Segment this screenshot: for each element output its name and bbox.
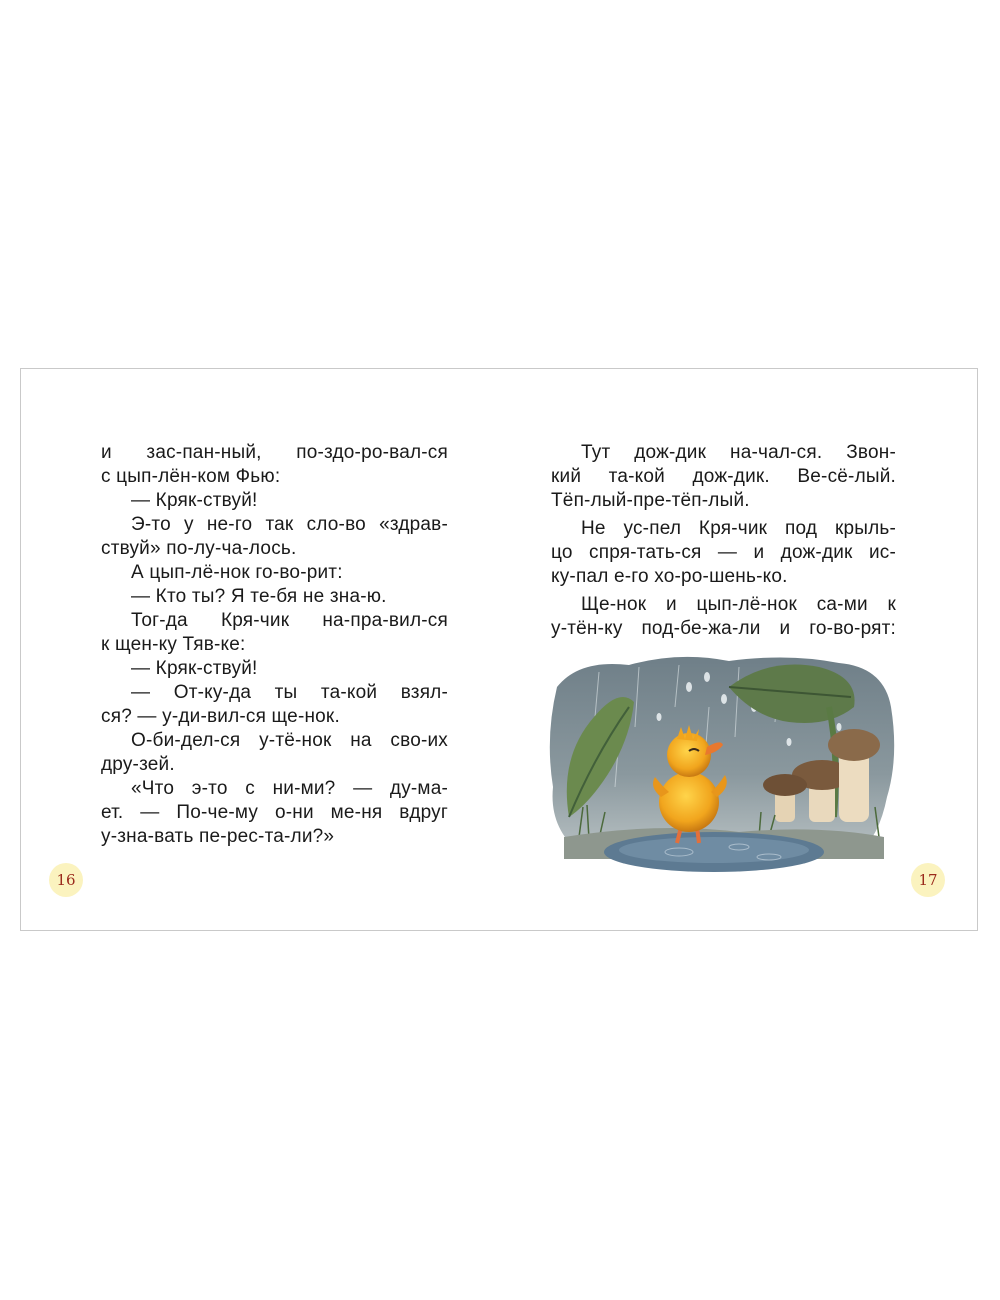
text-line: дру-зей. (101, 754, 175, 775)
text-line: цо спря-тать-ся — и дож-дик ис- (551, 542, 896, 563)
text-line: и зас-пан-ный, по-здо-ро-вал-ся (101, 442, 448, 463)
page-number-badge (49, 863, 83, 897)
right-page-text (551, 441, 896, 641)
text-line: Тог-да Кря-чик на-пра-вил-ся (131, 610, 448, 631)
text-line: А цып-лё-нок го-во-рит: (131, 562, 343, 583)
page-number: 16 (56, 871, 76, 889)
text-line: — Кто ты? Я те-бя не зна-ю. (131, 586, 387, 607)
page-number-badge (911, 863, 945, 897)
text-line: ствуй» по-лу-ча-лось. (101, 538, 297, 559)
text-line: «Что э-то с ни-ми? — ду-ма- (131, 778, 448, 799)
text-line: с цып-лён-ком Фью: (101, 466, 281, 487)
text-line: — От-ку-да ты та-кой взял- (131, 682, 448, 703)
text-line: Э-то у не-го так сло-во «здрав- (131, 514, 448, 535)
book-spread (20, 368, 978, 931)
text-line: Тёп-лый-пре-тёп-лый. (551, 490, 750, 511)
text-line: О-би-дел-ся у-тё-нок на сво-их (131, 730, 448, 751)
text-line: Тут дож-дик на-чал-ся. Звон- (581, 442, 896, 463)
text-line: к щен-ку Тяв-ке: (101, 634, 246, 655)
text-line: Ще-нок и цып-лё-нок са-ми к (581, 594, 896, 615)
text-line: Не ус-пел Кря-чик под крыль- (581, 518, 896, 539)
text-line: ет. — По-че-му о-ни ме-ня вдруг (101, 802, 448, 823)
duckling-in-rain-illustration (539, 647, 899, 889)
text-line: ся? — у-ди-вил-ся ще-нок. (101, 706, 340, 727)
page-number: 17 (918, 871, 938, 889)
text-line: у-тён-ку под-бе-жа-ли и го-во-рят: (551, 618, 896, 639)
text-line: ку-пал е-го хо-ро-шень-ко. (551, 566, 788, 587)
text-line: — Кряк-ствуй! (131, 490, 258, 511)
text-line: кий та-кой дож-дик. Ве-сё-лый. (551, 466, 896, 487)
text-line: у-зна-вать пе-рес-та-ли?» (101, 826, 335, 847)
text-line: — Кряк-ствуй! (131, 658, 258, 679)
left-page-text (101, 441, 448, 849)
